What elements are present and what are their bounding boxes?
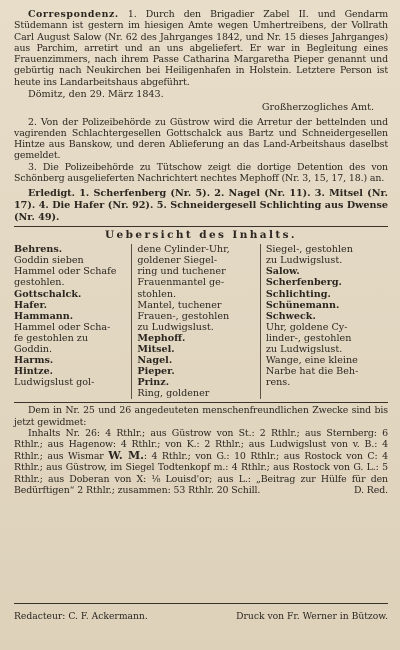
- index-entry: Hammann.: [14, 310, 74, 322]
- donation-signature: D. Red.: [353, 484, 388, 496]
- index-entry: stohlen.: [137, 288, 177, 300]
- index-entry: rens.: [265, 377, 291, 389]
- index-entry: goldener Siegel-: [137, 255, 218, 267]
- footer-editor: Redacteur: C. F. Ackermann.: [14, 611, 148, 622]
- correspondence-item-2: 2. Von der Polizeibehörde zu Güstrow wird die Arretur der bettelnden und vagirenden Schlachtergesellen Gottschalck aus Bartz und Schneidergesellen Hintze aus Banskow, und deren Ablieferung an das Land-Arbeitshaus daselbst gemeldet.: [14, 116, 388, 162]
- index-entry: gestohlen.: [14, 277, 65, 289]
- index-entry: Schünemann.: [265, 299, 340, 311]
- index-entry: Schlichting.: [265, 288, 331, 300]
- authority-signature: Großherzogliches Amt.: [261, 101, 374, 113]
- index-entry: Mephoff.: [137, 332, 186, 344]
- index-entry: Hammel oder Schafe: [14, 266, 117, 278]
- overview-index: [14, 244, 388, 399]
- index-entry: Wange, eine kleine: [265, 355, 358, 367]
- index-entry: Pieper.: [137, 366, 175, 378]
- index-entry: Frauen-, gestohlen: [137, 310, 230, 322]
- footer-divider: [14, 603, 388, 604]
- index-entry: linder-, gestohlen: [265, 332, 352, 344]
- index-entry: Hintze.: [14, 366, 54, 378]
- place-date-line: [14, 89, 388, 101]
- index-entry: Prinz.: [137, 377, 170, 389]
- index-entry: zu Ludwigslust.: [137, 321, 214, 333]
- index-entry: Hammel oder Scha-: [14, 321, 111, 333]
- donation-body-2: : 4 Rthlr.; von G.: 10 Rthlr.; aus Rostock von C: 4 Rthlr.; aus Güstrow, im Siegel Todtenkopf m.: 4 Rthlr.; aus Rostock von G. L.: 5 Rthlr.; aus Doberan von X: ⅛ Louisd'or; aus L.: „Beitrag zur Hülfe für den Bedürftigen“ 2 Rthlr.; zusammen: 53 Rthlr. 20 Schill.: [14, 451, 389, 496]
- index-entry: Behrens.: [14, 244, 63, 256]
- index-entry: Nagel.: [137, 355, 173, 367]
- index-entry: Goddin sieben: [14, 255, 84, 267]
- index-column-3: [260, 244, 388, 399]
- donation-list: [14, 428, 388, 496]
- footer-printer: Druck von Fr. Werner in Bützow.: [236, 611, 388, 622]
- footer: [14, 611, 388, 622]
- index-entry: Siegel-, gestohlen: [265, 244, 353, 256]
- index-entry: fe gestohlen zu: [14, 332, 89, 344]
- index-column-1: [14, 244, 127, 399]
- donation-body-1: Inhalts Nr. 26: 4 Rthlr.; aus Güstrow von St.: 2 Rthlr.; aus Sternberg: 6 Rthlr.; aus Hagenow: 4 Rthlr.; von K.: 2 Rthlr.; aus Ludwigslust von v. B.: 4 Rthlr.; aus Wismar: [14, 427, 388, 463]
- index-entry: Ludwigslust gol-: [14, 377, 95, 389]
- index-entry: dene Cylinder-Uhr,: [137, 244, 230, 256]
- settled-list: Erledigt. 1. Scherfenberg (Nr. 5). 2. Nagel (Nr. 11). 3. Mitsel (Nr. 17). 4. Die Hafer (Nr. 92). 5. Schneidergesell Schlichting aus Dwense (Nr. 49).: [14, 188, 388, 223]
- index-entry: zu Ludwigslust.: [265, 343, 343, 355]
- index-entry: Frauenmantel ge-: [137, 277, 225, 289]
- index-entry: Uhr, goldene Cy-: [265, 321, 348, 333]
- correspondence-paragraph: [14, 9, 388, 88]
- place-date: Dömitz, den 29. März 1843.: [28, 89, 164, 101]
- donation-mark: W. M.: [108, 449, 144, 463]
- index-entry: Salow.: [265, 266, 300, 278]
- index-entry: zu Ludwigslust.: [265, 255, 343, 267]
- section-divider-top: [14, 226, 388, 227]
- correspondence-heading: Correspondenz.: [28, 9, 119, 20]
- index-entry: ring und tuchener: [137, 266, 226, 278]
- section-divider-bottom: [14, 402, 388, 403]
- index-entry: Ring, goldener: [137, 388, 210, 400]
- index-entry: Scherfenberg.: [265, 277, 342, 289]
- correspondence-text: 1. Durch den Brigadier Zabel II. und Gendarm Stüdemann ist gestern im hiesigen Amte wegen Umhertreibens, der Vollrath Carl August Salow (Nr. 62 des Jahrganges 1842, und Nr. 15 dieses Jahrganges) aus Parchim, arretirt und an uns abgeliefert. Er war in Begleitung eines Frauenzimmers, nach ihrem Passe Catharina Margaretha Pieper genannt und gebürtig nach Neukirchen bei Heiligenhafen in Holstein. Letztere Person ist heute ins Landarbeitshaus abgeführt.: [14, 9, 388, 88]
- correspondence-item-3: 3. Die Polizeibehörde zu Tütschow zeigt die dortige Detention des von Schönberg ausgelieferten Nachrichtert nechtes Mephoff (Nr. 3, 15, 17, 18.) an.: [14, 161, 388, 185]
- overview-title: Uebersicht des Inhalts.: [104, 229, 297, 242]
- index-entry: Schweck.: [265, 310, 316, 322]
- index-entry: Mantel, tuchener: [137, 299, 222, 311]
- index-entry: Goddin.: [14, 343, 53, 355]
- index-entry: Gottschalck.: [14, 288, 82, 300]
- index-entry: Hafer.: [14, 299, 48, 311]
- index-entry: Harms.: [14, 355, 54, 367]
- index-entry: Mitsel.: [137, 343, 175, 355]
- donation-intro: Dem in Nr. 25 und 26 angedeuteten menschenfreundlichen Zwecke sind bis jetzt gewidmet:: [14, 405, 388, 428]
- index-entry: Narbe hat die Beh-: [265, 366, 359, 378]
- index-column-2: [131, 244, 255, 399]
